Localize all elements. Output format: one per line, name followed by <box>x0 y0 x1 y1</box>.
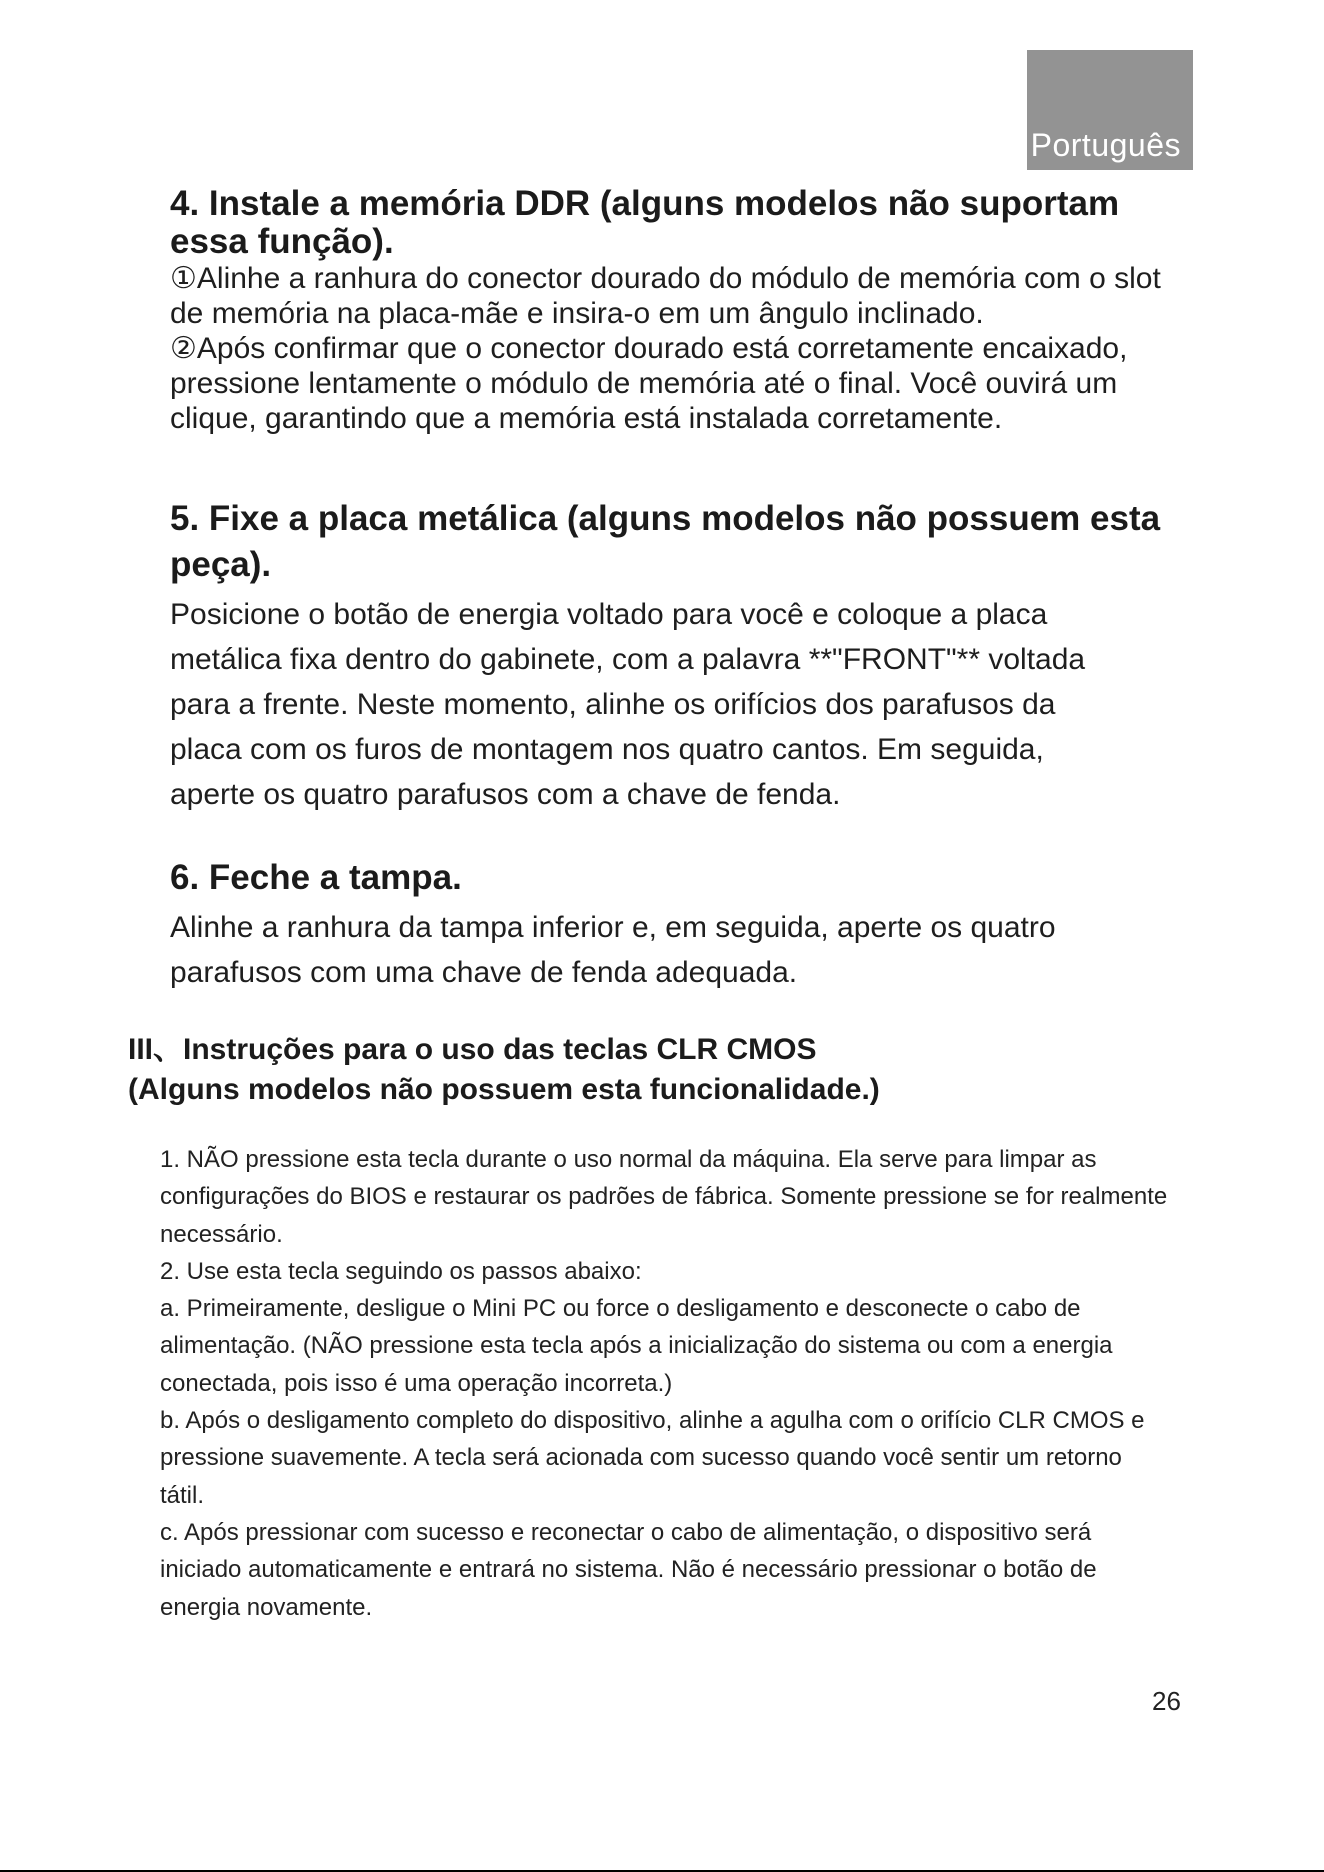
section-title: 6. Feche a tampa. <box>170 858 462 897</box>
text-line: pressione lentamente o módulo de memória até o final. Você ouvirá um <box>170 367 1118 400</box>
text-line: clique, garantindo que a memória está instalada corretamente. <box>170 402 1003 435</box>
page-number: 26 <box>1152 1686 1181 1716</box>
instruction-line: b. Após o desligamento completo do dispositivo, alinhe a agulha com o orifício CLR CMOS e <box>160 1407 1145 1435</box>
section-fix-metal-plate <box>170 496 1200 817</box>
instruction-line: alimentação. (NÃO pressione esta tecla após a inicialização do sistema ou com a energia <box>160 1332 1113 1360</box>
instruction-line: pressione suavemente. A tecla será acionada com sucesso quando você sentir um retorno <box>160 1444 1122 1472</box>
instruction-line: tátil. <box>160 1481 205 1509</box>
text-line: ②Após confirmar que o conector dourado está corretamente encaixado, <box>170 332 1128 365</box>
language-label: Português <box>1030 127 1181 163</box>
section-install-ddr-memory <box>170 185 1200 436</box>
instruction-line: c. Após pressionar com sucesso e reconectar o cabo de alimentação, o dispositivo será <box>160 1518 1092 1546</box>
text-line: de memória na placa-mãe e insira-o em um ângulo inclinado. <box>170 297 984 330</box>
text-line: ①Alinhe a ranhura do conector dourado do módulo de memória com o slot <box>170 262 1161 295</box>
text-line: placa com os furos de montagem nos quatro cantos. Em seguida, <box>170 733 1044 766</box>
text-line: para a frente. Neste momento, alinhe os orifícios dos parafusos da <box>170 688 1056 721</box>
section-title: 4. Instale a memória DDR (alguns modelos não suportam essa função). <box>170 184 1120 261</box>
section-close-cover <box>170 855 1200 995</box>
instruction-line: conectada, pois isso é uma operação incorreta.) <box>160 1369 673 1397</box>
text-line: metálica fixa dentro do gabinete, com a palavra **"FRONT"** voltada <box>170 643 1086 676</box>
section-title-line: III、Instruções para o uso das teclas CLR CMOS <box>128 1033 817 1066</box>
instruction-line: 2. Use esta tecla seguindo os passos abaixo: <box>160 1257 642 1285</box>
clr-cmos-instructions <box>160 1141 1200 1626</box>
text-line: parafusos com uma chave de fenda adequada. <box>170 956 798 989</box>
instruction-line: energia novamente. <box>160 1593 373 1621</box>
section-title: 5. Fixe a placa metálica (alguns modelos não possuem esta peça). <box>170 499 1161 584</box>
section-clr-cmos-heading <box>128 1030 1208 1110</box>
section-subtitle-line: (Alguns modelos não possuem esta funcionalidade.) <box>128 1073 880 1106</box>
text-line: aperte os quatro parafusos com a chave de fenda. <box>170 778 841 811</box>
instruction-line: necessário. <box>160 1220 283 1248</box>
text-line: Alinhe a ranhura da tampa inferior e, em seguida, aperte os quatro <box>170 911 1056 944</box>
instruction-line: configurações do BIOS e restaurar os padrões de fábrica. Somente pressione se for realmente <box>160 1183 1168 1211</box>
text-line: Posicione o botão de energia voltado para você e coloque a placa <box>170 598 1048 631</box>
instruction-line: iniciado automaticamente e entrará no sistema. Não é necessário pressionar o botão de <box>160 1556 1097 1584</box>
instruction-line: 1. NÃO pressione esta tecla durante o uso normal da máquina. Ela serve para limpar as <box>160 1146 1097 1173</box>
language-tab <box>1027 50 1193 170</box>
instruction-line: a. Primeiramente, desligue o Mini PC ou force o desligamento e desconecte o cabo de <box>160 1295 1081 1323</box>
